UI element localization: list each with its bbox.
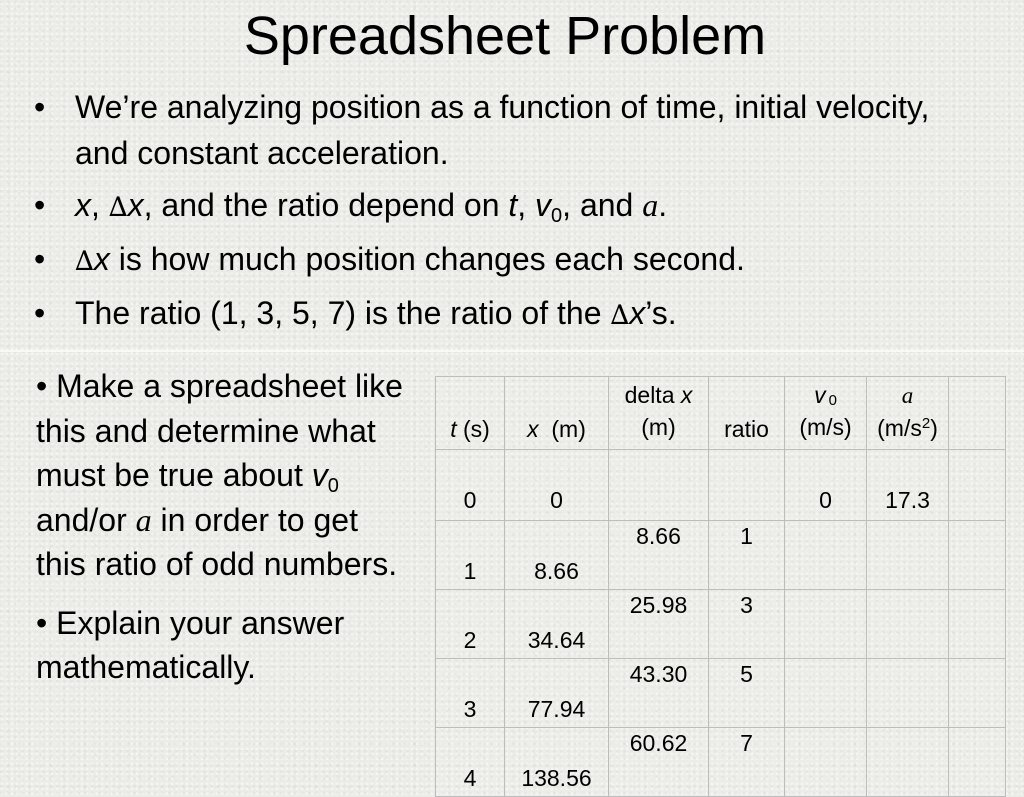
var-t: t — [508, 187, 518, 223]
separator: , — [91, 187, 109, 223]
unit-s: (s) — [456, 416, 490, 442]
cell-v0 — [785, 659, 867, 728]
bullet-3 — [30, 237, 990, 284]
header-ratio: ratio — [709, 377, 785, 450]
cell-ratio: 1 — [709, 521, 785, 590]
cell-v0: 0 — [785, 450, 867, 521]
unit-m: (m) — [641, 414, 676, 440]
cell-empty — [949, 728, 1006, 797]
instruction-2: • Explain your answer mathematically. — [36, 604, 345, 685]
delta-symbol: ∆ — [610, 300, 630, 331]
table-row — [436, 521, 1006, 590]
instruction-1-end: in order to get this ratio of odd numbers. — [36, 501, 398, 582]
cell-ratio: 3 — [709, 590, 785, 659]
cell-empty — [949, 590, 1006, 659]
table-row — [436, 659, 1006, 728]
var-v: v — [814, 382, 826, 408]
instruction-1-andor: and/or — [36, 501, 136, 538]
cell-t: 4 — [436, 728, 505, 797]
cell-x: 0 — [505, 450, 609, 521]
cell-delta-x — [609, 450, 709, 521]
cell-empty — [949, 450, 1006, 521]
cell-delta-x: 43.30 — [609, 659, 709, 728]
cell-x: 8.66 — [505, 521, 609, 590]
delta-symbol: ∆ — [75, 246, 94, 277]
bullet-list — [30, 84, 990, 345]
var-x: x — [93, 241, 110, 277]
delta-symbol: ∆ — [108, 192, 128, 223]
var-x: x — [629, 295, 646, 331]
cell-delta-x: 8.66 — [609, 521, 709, 590]
period: . — [658, 187, 668, 223]
unit-ms2: (m/s — [877, 415, 922, 441]
bullet-3-text: is how much position changes each second. — [109, 241, 745, 277]
var-x: x — [75, 187, 91, 223]
cell-ratio: 5 — [709, 659, 785, 728]
subscript-zero: 0 — [551, 205, 563, 227]
cell-delta-x: 60.62 — [609, 728, 709, 797]
cell-v0 — [785, 728, 867, 797]
cell-a — [867, 521, 949, 590]
cell-v0 — [785, 590, 867, 659]
unit-close: ) — [930, 415, 938, 441]
bullet-4-suffix: ’s. — [645, 295, 677, 331]
section-divider — [0, 350, 1024, 352]
header-delta-x — [609, 377, 709, 450]
var-x: x — [527, 416, 539, 442]
cell-a — [867, 728, 949, 797]
cell-empty — [949, 521, 1006, 590]
spreadsheet-table — [435, 376, 1006, 797]
bullet-4 — [30, 291, 990, 338]
header-a — [867, 377, 949, 450]
table-row — [436, 728, 1006, 797]
instruction-1-text: • Make a spreadsheet like this and determine what must be true about — [36, 368, 403, 493]
unit-ms: (m/s) — [799, 414, 852, 440]
header-v0 — [785, 377, 867, 450]
cell-delta-x: 25.98 — [609, 590, 709, 659]
var-x: x — [680, 382, 693, 408]
superscript-two: 2 — [921, 415, 931, 432]
slide-title: Spreadsheet Problem — [243, 6, 767, 66]
cell-t: 3 — [436, 659, 505, 728]
cell-ratio — [709, 450, 785, 521]
bullet-2-text: , and the ratio depend on — [143, 187, 509, 223]
cell-a — [867, 659, 949, 728]
cell-a: 17.3 — [867, 450, 949, 521]
cell-t: 0 — [436, 450, 505, 521]
var-v: v — [535, 187, 552, 223]
instruction-1 — [36, 364, 416, 587]
cell-ratio: 7 — [709, 728, 785, 797]
cell-x: 34.64 — [505, 590, 609, 659]
subscript-zero: 0 — [327, 475, 339, 497]
var-v: v — [311, 457, 328, 493]
bullet-1 — [30, 84, 990, 176]
bullet-2-and: , and — [562, 187, 643, 223]
cell-v0 — [785, 521, 867, 590]
var-a: a — [135, 501, 152, 538]
table-row — [436, 590, 1006, 659]
unit-m: (m) — [538, 416, 586, 442]
header-x — [505, 377, 609, 450]
table-row — [436, 450, 1006, 521]
cell-empty — [949, 659, 1006, 728]
var-x: x — [127, 187, 144, 223]
subscript-zero: 0 — [828, 392, 837, 409]
cell-t: 1 — [436, 521, 505, 590]
cell-a — [867, 590, 949, 659]
bullet-2 — [30, 183, 990, 230]
var-t: t — [450, 416, 457, 442]
header-t — [436, 377, 505, 450]
instructions-box — [36, 364, 416, 696]
bullet-1-text: We’re analyzing position as a function of time, initial velocity, and constant acceleration. — [75, 89, 930, 171]
header-empty — [949, 377, 1006, 450]
cell-x: 77.94 — [505, 659, 609, 728]
var-a: a — [642, 187, 659, 223]
var-a: a — [901, 383, 914, 408]
cell-x: 138.56 — [505, 728, 609, 797]
header-row — [436, 377, 1006, 450]
bullet-4-text: The ratio (1, 3, 5, 7) is the ratio of the — [75, 295, 611, 331]
separator: , — [517, 187, 536, 223]
delta-word: delta — [624, 382, 681, 408]
cell-t: 2 — [436, 590, 505, 659]
